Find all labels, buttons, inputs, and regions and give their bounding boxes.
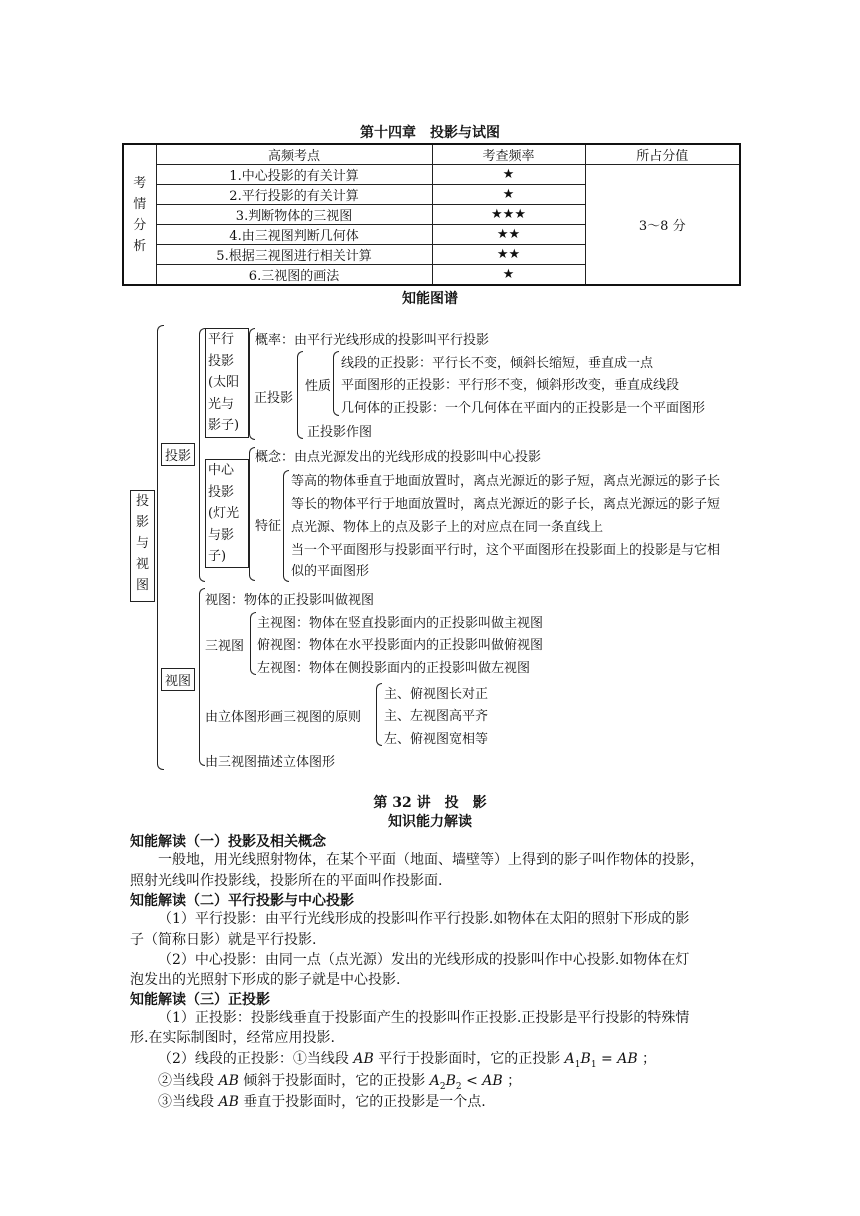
feature-item: 当一个平面图形与投影面平行时，这个平面图形在投影面上的投影是与它相 — [291, 543, 721, 558]
paragraph-line: （2）中心投影：由同一点（点光源）发出的光线形成的投影叫作中心投影.如物体在灯 — [158, 952, 690, 968]
parallel-box: 平行 投影 (太阳 光与 影子) — [205, 328, 249, 438]
feature-label: 特征 — [255, 519, 282, 534]
frequency-cell: ★★ — [432, 225, 585, 245]
section-heading: 知能解读（一）投影及相关概念 — [130, 834, 326, 850]
nature-brace — [333, 351, 339, 416]
principle-item: 主、左视图高平齐 — [384, 709, 489, 724]
table-row — [123, 165, 740, 185]
three-view-item: 主视图：物体在竖直投影面内的正投影叫做主视图 — [257, 616, 544, 631]
root-brace — [157, 325, 164, 770]
nature-item: 线段的正投影：平行长不变，倾斜长缩短，垂直成一点 — [341, 356, 654, 371]
topic-cell: 5.根据三视图进行相关计算 — [156, 245, 432, 265]
topic-cell: 1.中心投影的有关计算 — [156, 165, 432, 185]
feature-brace — [283, 470, 289, 582]
section-heading: 知能解读（二）平行投影与中心投影 — [130, 893, 354, 909]
header-frequency: 考查频率 — [432, 144, 585, 165]
three-view-label: 三视图 — [205, 639, 245, 654]
topic-cell: 4.由三视图判断几何体 — [156, 225, 432, 245]
principle-item: 左、俯视图宽相等 — [384, 732, 489, 747]
header-score: 所占分值 — [585, 144, 740, 165]
paragraph-line: 泡发出的光照射下形成的影子就是中心投影. — [130, 972, 401, 988]
frequency-cell: ★★★ — [432, 205, 585, 225]
three-view-brace — [250, 612, 256, 675]
three-view-item: 俯视图：物体在水平投影面内的正投影叫做俯视图 — [257, 638, 544, 653]
analysis-table — [122, 143, 741, 286]
principle-item: 主、俯视图长对正 — [384, 687, 489, 702]
paragraph-line: 一般地，用光线照射物体，在某个平面（地面、墙壁等）上得到的影子叫作物体的投影， — [158, 852, 704, 868]
paragraph-line: （1）正投影：投影线垂直于投影面产生的投影叫作正投影.正投影是平行投影的特殊情 — [158, 1010, 690, 1026]
frequency-cell: ★ — [432, 265, 585, 286]
view-def: 视图：物体的正投影叫做视图 — [205, 593, 375, 608]
orthographic-brace — [297, 351, 303, 439]
frequency-cell: ★ — [432, 165, 585, 185]
orthographic-label: 正投影 — [254, 391, 294, 406]
topic-cell: 2.平行投影的有关计算 — [156, 185, 432, 205]
section-heading: 知能解读（三）正投影 — [130, 992, 270, 1008]
paragraph-line: （1）平行投影：由平行光线形成的投影叫作平行投影.如物体在太阳的照射下形成的影 — [158, 911, 690, 927]
principle-brace — [376, 683, 382, 746]
paragraph-line: 形.在实际制图时，经常应用投影. — [130, 1030, 335, 1046]
parallel-concept: 概率：由平行光线形成的投影叫平行投影 — [255, 333, 490, 348]
formula-line-3: ③当线段 AB 垂直于投影面时，它的正投影是一个点. — [158, 1094, 486, 1110]
ortho-drawing: 正投影作图 — [307, 425, 373, 440]
score-cell: 3～8 分 — [585, 165, 740, 286]
nature-label: 性质 — [305, 379, 332, 394]
header-topic: 高频考点 — [156, 144, 432, 165]
central-concept: 概念：由点光源发出的光线形成的投影叫中心投影 — [255, 450, 542, 465]
table-header-row — [123, 144, 740, 165]
central-box: 中心 投影 (灯光 与影 子) — [205, 459, 249, 568]
frequency-cell: ★★ — [432, 245, 585, 265]
three-view-item: 左视图：物体在侧投影面内的正投影叫做左视图 — [257, 661, 531, 676]
central-brace — [249, 447, 255, 581]
lecture-title: 第 32 讲 投 影 — [373, 795, 487, 811]
frequency-cell: ★ — [432, 185, 585, 205]
analysis-side-label: 考 情 分 析 — [123, 144, 156, 285]
root-box: 投 影 与 视 图 — [130, 490, 155, 602]
describe-item: 由三视图描述立体图形 — [205, 755, 336, 770]
topic-cell: 6.三视图的画法 — [156, 265, 432, 286]
principle-label: 由立体图形画三视图的原则 — [205, 710, 362, 725]
feature-item: 等长的物体平行于地面放置时，离点光源近的影子长，离点光源远的影子短 — [291, 497, 721, 512]
paragraph-line: 照射光线叫作投影线，投影所在的平面叫作投影面. — [130, 873, 443, 889]
feature-item: 点光源、物体上的点及影子上的对应点在同一条直线上 — [291, 520, 604, 535]
nature-item: 平面图形的正投影：平行形不变，倾斜形改变，垂直成线段 — [341, 378, 680, 393]
paragraph-line: 子（简称日影）就是平行投影. — [130, 932, 317, 948]
projection-label: 投影 — [161, 443, 195, 466]
map-title: 知能图谱 — [402, 291, 458, 307]
feature-item: 似的平面图形 — [291, 564, 370, 579]
view-label: 视图 — [161, 668, 195, 691]
topic-cell: 3.判断物体的三视图 — [156, 205, 432, 225]
chapter-title: 第十四章 投影与试图 — [360, 125, 500, 141]
nature-item: 几何体的正投影：一个几何体在平面内的正投影是一个平面图形 — [341, 401, 706, 416]
feature-item: 等高的物体垂直于地面放置时，离点光源近的影子短，离点光源远的影子长 — [291, 474, 721, 489]
formula-line-2: ②当线段 AB 倾斜于投影面时，它的正投影 $A_2B_2$ < AB ； — [158, 1073, 522, 1092]
section-title: 知识能力解读 — [388, 814, 472, 830]
view-brace — [199, 588, 205, 766]
formula-line-1: （2）线段的正投影：①当线段 AB 平行于投影面时，它的正投影 $A_1B_1$ = AB ； — [158, 1051, 657, 1070]
